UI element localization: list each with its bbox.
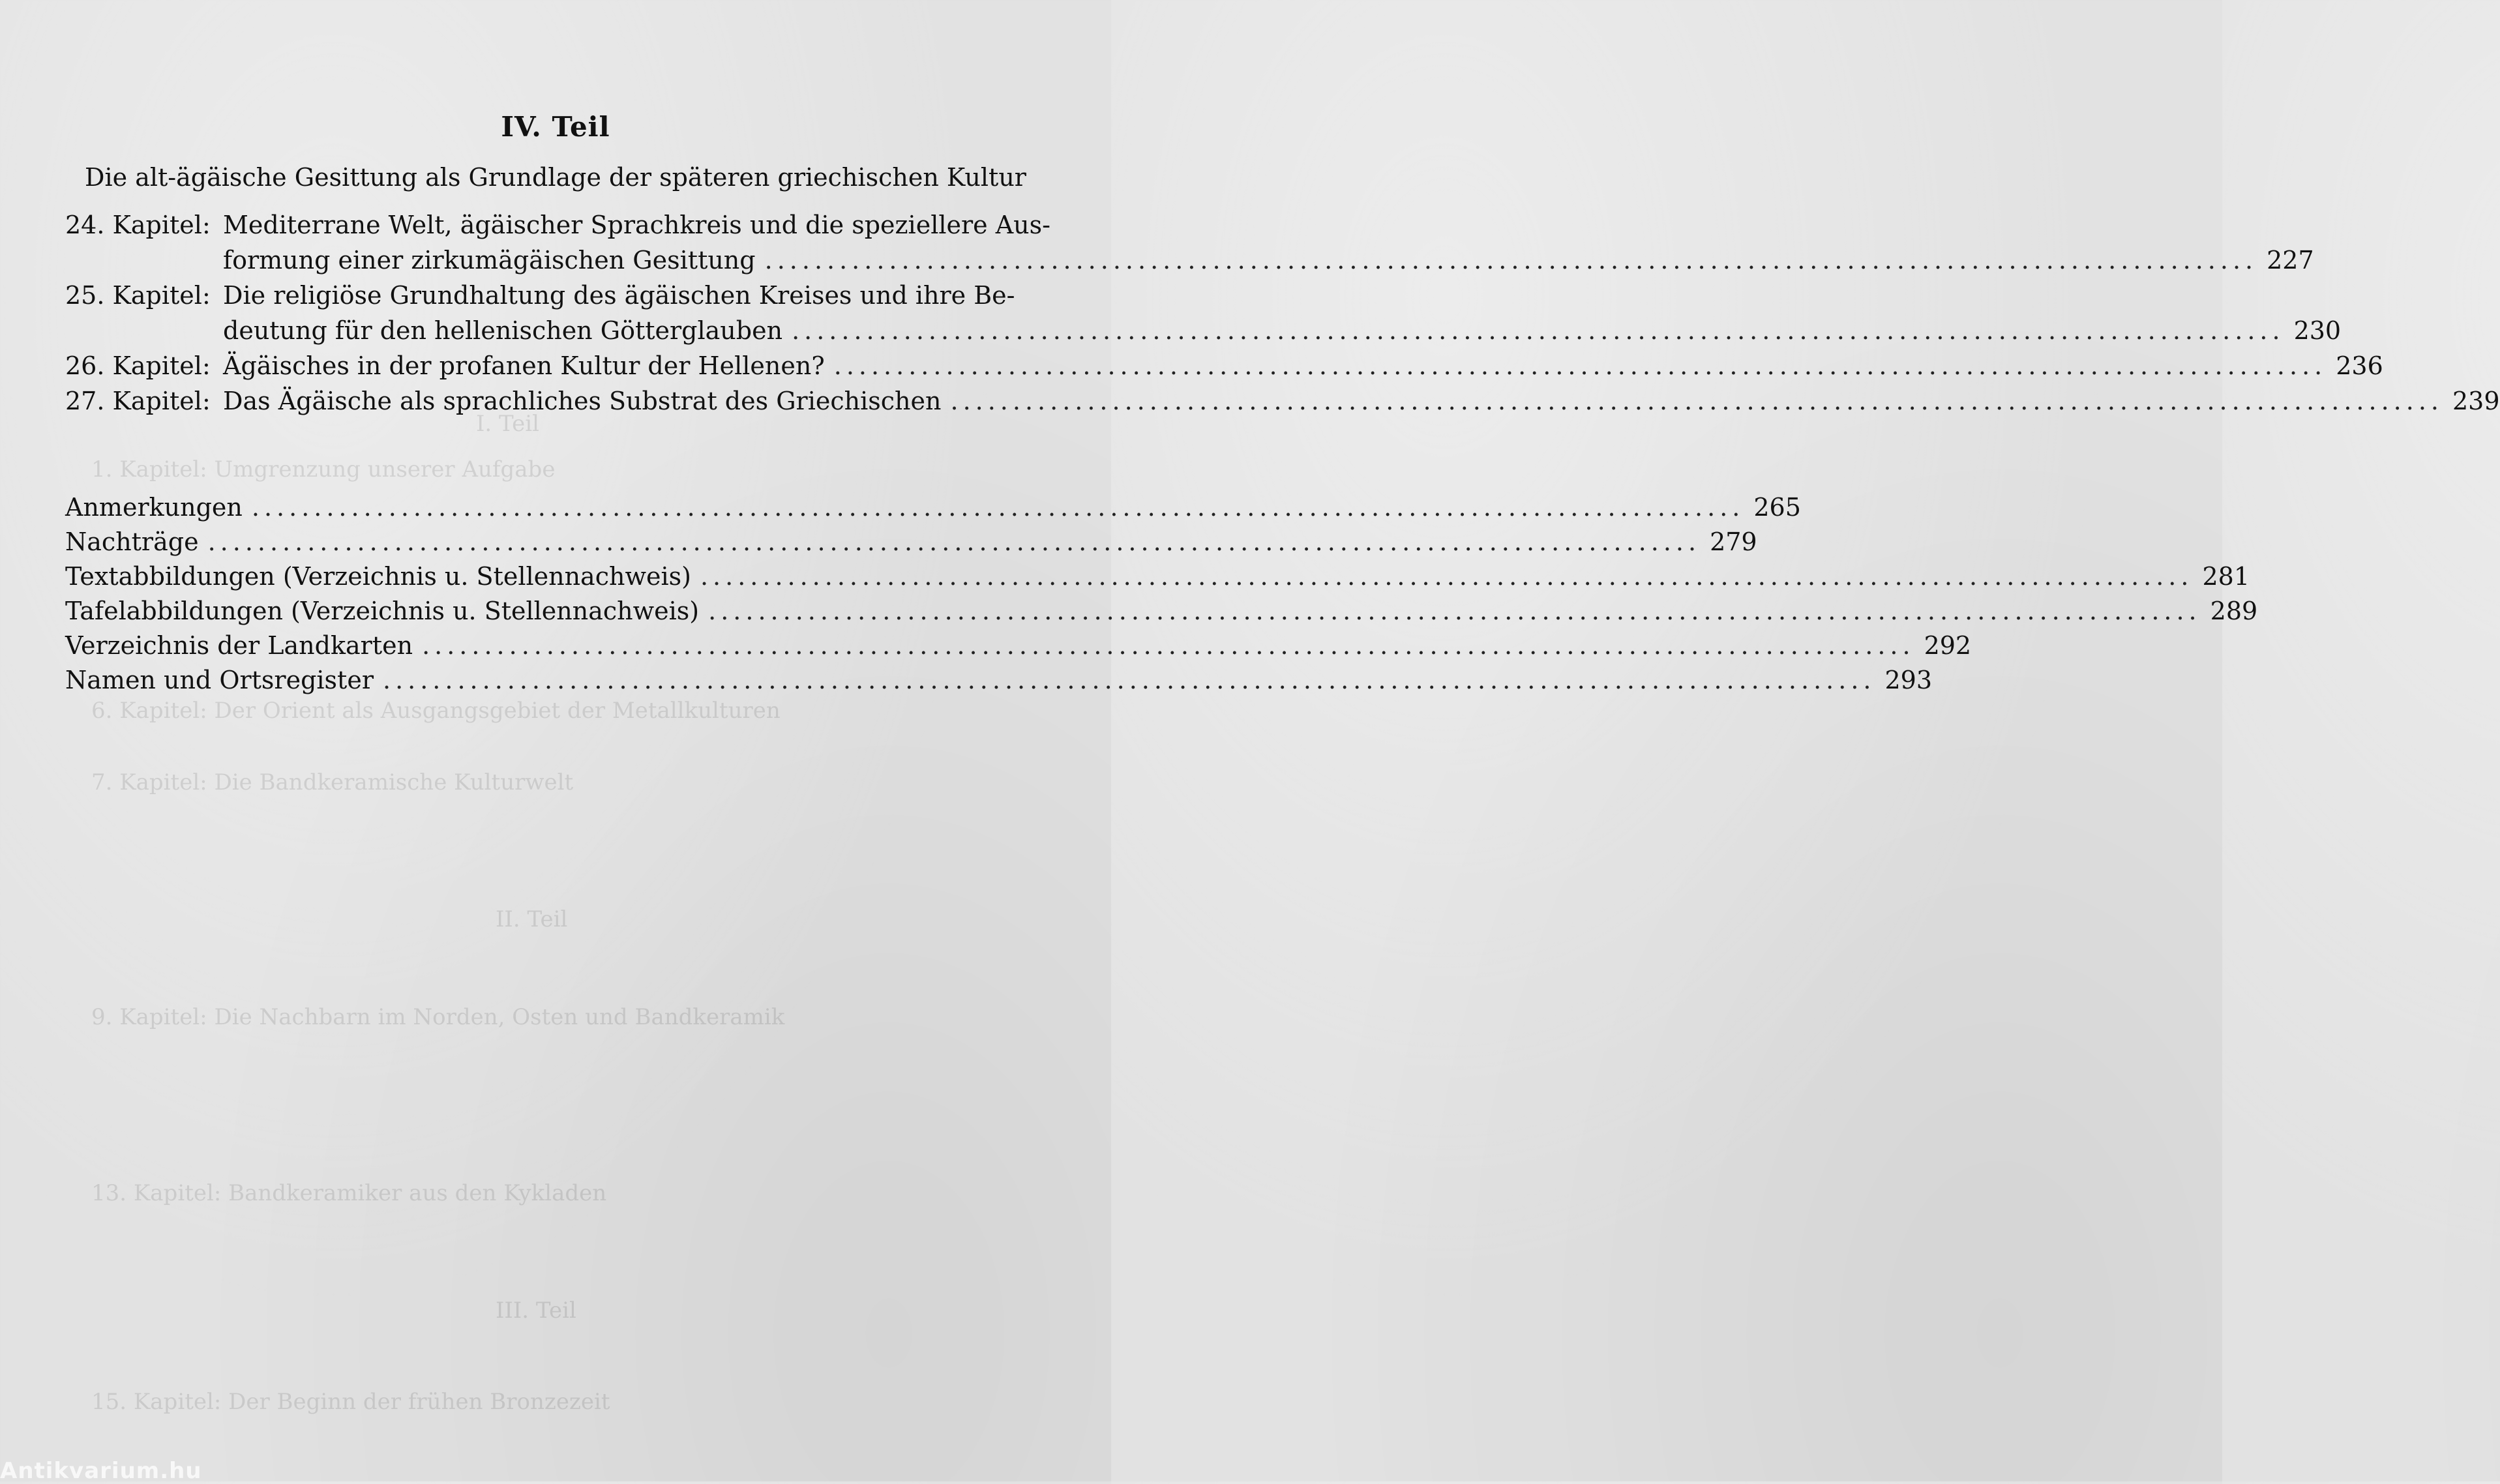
leader-dots: ........................................................................................................................ [792, 316, 2285, 345]
leader-dots: ........................................................................................................................ [764, 246, 2258, 275]
chapter-number: 26. Kapitel: [65, 351, 211, 380]
entry-title: Verzeichnis der Landkarten [65, 631, 413, 660]
page-number: 281 [2202, 562, 2250, 591]
leader-dots: ........................................................................................................................ [833, 351, 2327, 380]
chapter-title-line: Ägäisches in der profanen Kultur der Hellenen? [223, 351, 825, 380]
toc-entry-chapter-27 [65, 383, 2500, 419]
toc-entry-anmerkungen [65, 490, 1801, 525]
chapter-title-line: Mediterrane Welt, ägäischer Sprachkreis und die speziellere Aus- [223, 211, 1050, 239]
chapter-title-line: Das Ägäische als sprachliches Substrat des Griechischen [223, 387, 942, 415]
leader-dots: ........................................................................................................................ [382, 666, 1876, 694]
chapter-title-line: Die religiöse Grundhaltung des ägäischen Kreises und ihre Be- [223, 281, 1015, 310]
chapter-number: 25. Kapitel: [65, 281, 211, 310]
entry-title: Nachträge [65, 527, 199, 556]
page-number: 293 [1884, 666, 1933, 694]
chapter-number: 24. Kapitel: [65, 211, 211, 239]
toc-entry-chapter-25 [65, 278, 2342, 348]
part-subtitle: Die alt-ägäische Gesittung als Grundlage der späteren griechischen Kultur [85, 163, 1026, 192]
chapter-title-line: formung einer zirkumägäischen Gesittung [223, 246, 756, 275]
chapter-number: 27. Kapitel: [65, 387, 211, 415]
page-number: 279 [1710, 527, 1757, 556]
page-number: 292 [1924, 631, 1972, 660]
leader-dots: ........................................................................................................................ [700, 562, 2194, 591]
back-matter-list [65, 490, 2258, 698]
toc-entry-nachtraege [65, 525, 1757, 559]
toc-entry-chapter-24 [65, 207, 2314, 278]
page-number: 239 [2452, 387, 2500, 415]
watermark-logo: Antikvarium.hu [0, 1458, 202, 1484]
leader-dots: ........................................................................................................................ [207, 527, 1701, 556]
toc-entry-textabbildungen [65, 559, 2250, 594]
toc-entry-tafelabbildungen [65, 594, 2258, 629]
page-number: 230 [2293, 316, 2342, 345]
page-number: 236 [2336, 351, 2383, 380]
leader-dots: ........................................................................................................................ [950, 387, 2443, 415]
leader-dots: ........................................................................................................................ [708, 597, 2201, 625]
toc-entry-chapter-26 [65, 348, 2383, 383]
chapter-list [65, 207, 2500, 419]
show-through-background: I. Teil 1. Kapitel: Umgrenzung unserer Aufgabe 6. Kapitel: Der Orient als Ausgangsgebiet der Metallkulturen 7. Kapitel: Die Bandkeramische Kulturwelt II. Teil 9. Kapitel: Die Nachbarn im Norden, Osten und Bandkeramik 13. Kapitel: Bandkeramiker aus den Kykladen III. Teil 15. Kapitel: Der Beginn der frühen Bronzezeit [91, 411, 785, 1415]
entry-title: Tafelabbildungen (Verzeichnis u. Stellennachweis) [65, 597, 700, 625]
entry-title: Namen und Ortsregister [65, 666, 374, 694]
page-number: 227 [2267, 246, 2314, 275]
toc-entry-register [65, 663, 1933, 698]
leader-dots: ........................................................................................................................ [422, 631, 1915, 660]
chapter-title-line: deutung für den hellenischen Götterglauben [223, 316, 783, 345]
leader-dots: ........................................................................................................................ [251, 493, 1745, 522]
entry-title: Anmerkungen [65, 493, 243, 522]
page-number: 289 [2210, 597, 2258, 625]
toc-entry-landkarten [65, 629, 1972, 663]
page-number: 265 [1753, 493, 1801, 522]
part-title: IV. Teil [501, 111, 610, 143]
entry-title: Textabbildungen (Verzeichnis u. Stellennachweis) [65, 562, 691, 591]
